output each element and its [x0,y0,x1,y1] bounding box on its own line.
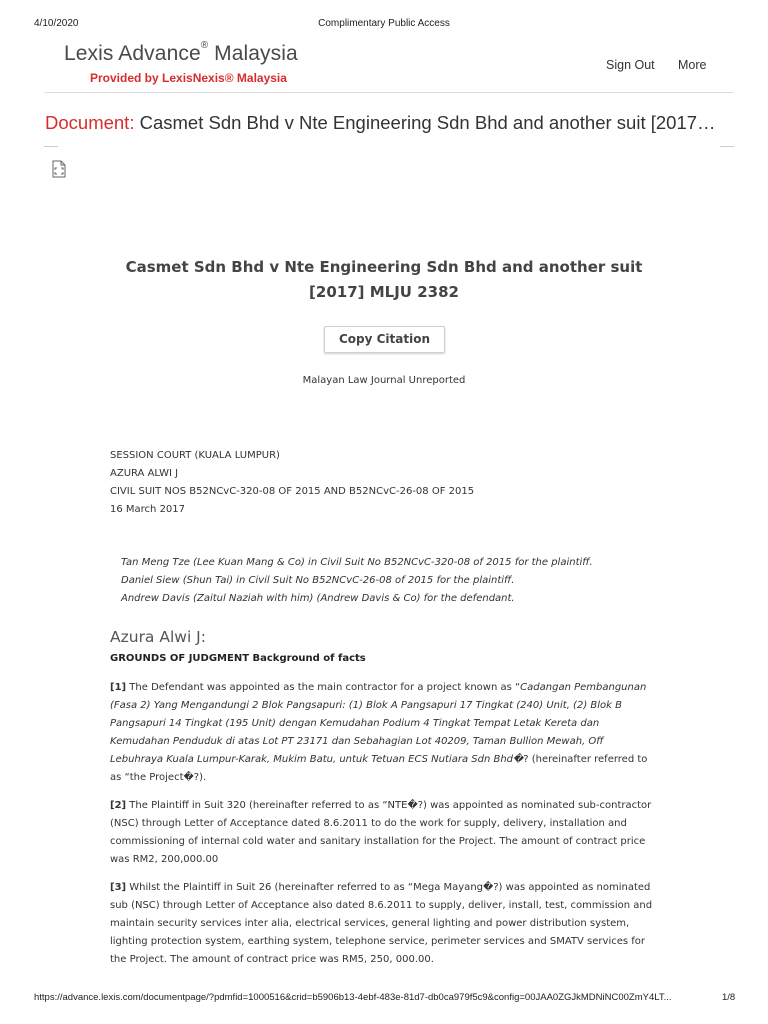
judge-heading: Azura Alwi J: [110,628,206,646]
grounds-heading: GROUNDS OF JUDGMENT Background of facts [110,653,366,664]
document-label: Document: [45,112,135,133]
print-date: 4/10/2020 [34,18,79,29]
paragraph-text-end: ? (hereinafter referred to as “the Project�?). [110,754,648,783]
footer-url: https://advance.lexis.com/documentpage/?pdmfid=1000516&crid=b5906b13-4ebf-483e-81d7-db0ca979f5c9&config=00JAA0ZGJkMDNiNC00ZmY4LT... [34,992,672,1003]
more-menu-link[interactable]: More [678,58,707,72]
document-title-bar [45,112,716,134]
counsel-item: Tan Meng Tze (Lee Kuan Mang & Co) in Civil Suit No B52NCvC-320-08 of 2015 for the plaintiff. [121,557,593,568]
paragraph-number: [3] [110,882,127,893]
paragraph-text: The Plaintiff in Suit 320 (hereinafter referred to as “NTE�?) was appointed as nominated sub-contractor (NSC) through Letter of Acceptance dated 8.6.2011 to do the work for supply, delivery, installation and commissioning of internal cold water and sanitary installation for the Project. The amount of contract price was RM2, 200,000.00 [110,800,652,865]
print-footer [0,992,768,1006]
case-title [84,255,684,305]
brand-logo[interactable] [64,42,298,66]
paragraph-1 [110,679,655,787]
copy-citation-button[interactable]: Copy Citation [324,326,445,353]
header-divider [44,92,734,93]
expand-icon[interactable] [52,160,66,178]
brand-name-part1: Lexis Advance [64,42,201,65]
paragraph-3 [110,879,655,969]
paragraph-number: [1] [110,682,127,693]
journal-name: Malayan Law Journal Unreported [302,375,466,386]
divider-right [720,146,734,147]
paragraph-number: [2] [110,800,127,811]
case-title-line1: Casmet Sdn Bhd v Nte Engineering Sdn Bhd and another suit [125,258,643,276]
court-info [110,447,474,519]
brand-subtitle: Provided by LexisNexis® Malaysia [90,71,287,85]
paragraph-2 [110,797,655,869]
paragraph-text: Whilst the Plaintiff in Suit 26 (hereinafter referred to as “Mega Mayang�?) was appointed as nominated sub (NSC) through Letter of Acceptance also dated 8.6.2011 to supply, deliver, install, test, commission and maintain security services inter alia, electrical services, general lighting and power distribution system, lighting protection system, earthing system, telephone service, perimeter services and SMATV services for the Project. The amount of contract price was RM5, 250, 000.00. [110,882,653,965]
case-title-line2: [2017] MLJU 2382 [309,283,459,301]
print-header [0,18,768,32]
counsel-item: Daniel Siew (Shun Tai) in Civil Suit No B52NCvC-26-08 of 2015 for the plaintiff. [121,575,515,586]
print-header-title: Complimentary Public Access [318,18,450,29]
document-title: Casmet Sdn Bhd v Nte Engineering Sdn Bhd and another suit [2017… [134,112,716,133]
registered-mark: ® [200,40,209,51]
court-name: SESSION COURT (KUALA LUMPUR) [110,450,280,461]
brand-name-part2: Malaysia [208,42,298,65]
divider-left [44,146,58,147]
footer-page-number: 1/8 [722,992,736,1003]
sign-out-link[interactable]: Sign Out [606,58,655,72]
suit-numbers: CIVIL SUIT NOS B52NCvC-320-08 OF 2015 AND B52NCvC-26-08 OF 2015 [110,486,475,497]
judge-name: AZURA ALWI J [110,468,179,479]
paragraph-italic-text: Cadangan Pembangunan (Fasa 2) Yang Mengandungi 2 Blok Pangsapuri: (1) Blok A Pangsapuri 17 Tingkat (240) Unit, (2) Blok B Pangsapuri 14 Tingkat (195 Unit) dengan Kemudahan Podium 4 Tingkat Tempat Letak Kereta dan Kemudahan Penduduk di atas Lot PT 23171 dan Sebahagian Lot 40209, Taman Bullion Mewah, Off Lebuhraya Kuala Lumpur-Karak, Mukim Batu, untuk Tetuan ECS Nutiara Sdn Bhd� [110,682,647,765]
counsel-item: Andrew Davis (Zaitul Naziah with him) (Andrew Davis & Co) for the defendant. [121,593,515,604]
paragraph-text: The Defendant was appointed as the main contractor for a project known as “ [126,682,521,693]
judgment-date: 16 March 2017 [110,504,186,515]
counsel-list [121,554,593,608]
